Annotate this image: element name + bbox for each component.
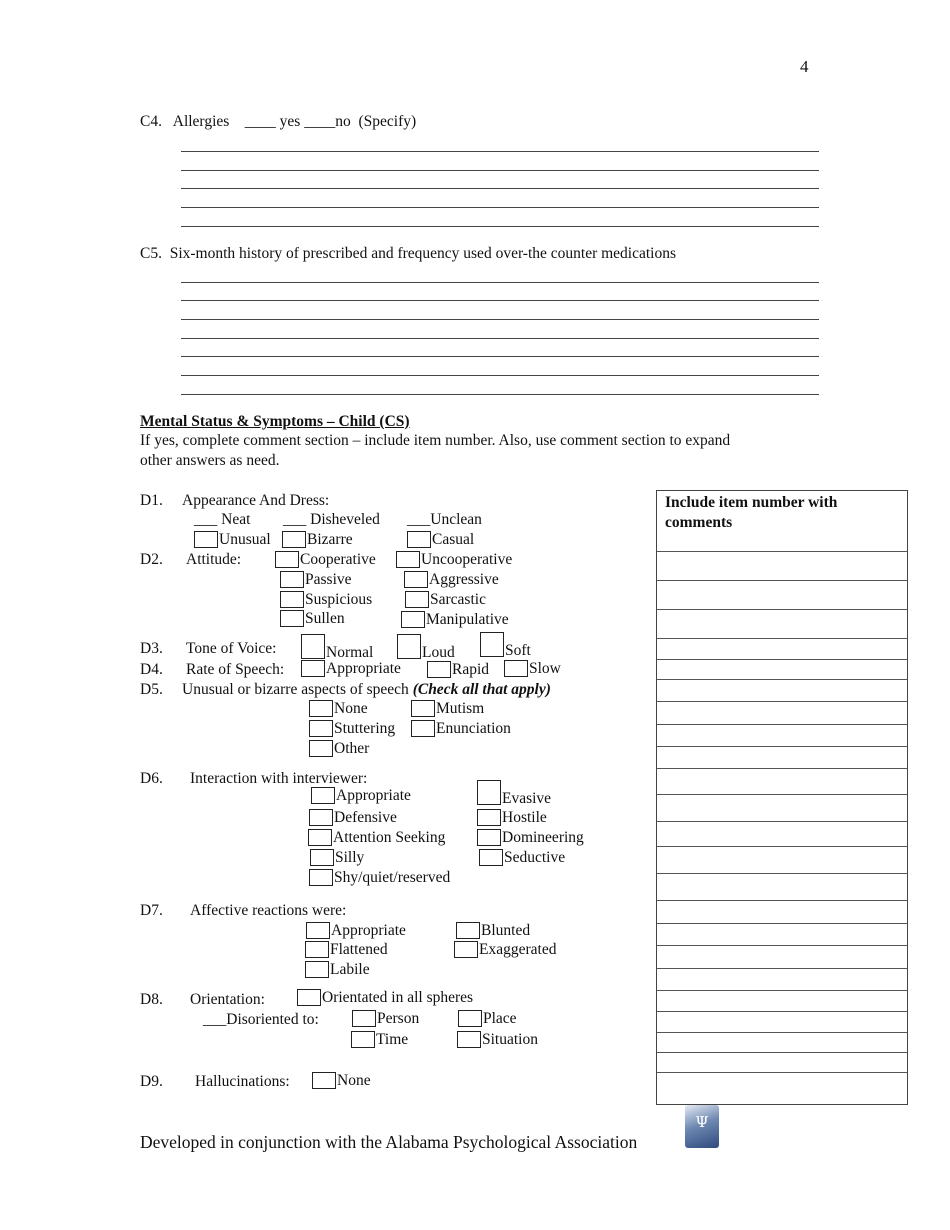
- d6-silly-option[interactable]: [310, 849, 364, 867]
- d1-number: D1.: [140, 492, 163, 509]
- d2-sullen-option[interactable]: [280, 610, 345, 628]
- d6-attention-seeking-label: Attention Seeking: [333, 829, 446, 846]
- d5-none-option[interactable]: [309, 700, 368, 718]
- c4-write-line[interactable]: [181, 188, 819, 189]
- d2-sarcastic-option[interactable]: [405, 591, 486, 609]
- d3-soft-checkbox[interactable]: [480, 632, 504, 657]
- d2-manipulative-label: Manipulative: [426, 611, 509, 628]
- d5-stuttering-label: Stuttering: [334, 720, 396, 737]
- d7-exaggerated-label: Exaggerated: [479, 941, 557, 958]
- d6-defensive-checkbox[interactable]: [309, 809, 333, 826]
- d4-label: Rate of Speech:: [186, 661, 285, 678]
- d4-slow-checkbox[interactable]: [504, 660, 528, 677]
- d7-label: Affective reactions were:: [190, 902, 347, 919]
- d1-label: Appearance And Dress:: [182, 492, 330, 509]
- d6-silly-checkbox[interactable]: [310, 849, 334, 866]
- d3-soft-option[interactable]: [480, 632, 531, 660]
- c4-label: Allergies: [172, 113, 230, 130]
- d8-oriented-option[interactable]: [297, 989, 473, 1007]
- d3-normal-checkbox[interactable]: [301, 634, 325, 659]
- c4-no-blank[interactable]: ____no: [304, 113, 351, 130]
- d6-shy-label: Shy/quiet/reserved: [334, 869, 451, 886]
- d5-none-checkbox[interactable]: [309, 700, 333, 717]
- d6-hostile-checkbox[interactable]: [477, 809, 501, 826]
- d2-passive-label: Passive: [305, 571, 352, 588]
- comment-row[interactable]: [657, 821, 907, 822]
- d8-situation-option[interactable]: [457, 1031, 538, 1049]
- d5-number: D5.: [140, 681, 163, 698]
- c5-write-line[interactable]: [181, 394, 819, 395]
- d2-passive-checkbox[interactable]: [280, 571, 304, 588]
- d2-sarcastic-checkbox[interactable]: [405, 591, 429, 608]
- d1-casual-option[interactable]: [407, 531, 474, 549]
- d7-number: D7.: [140, 902, 163, 919]
- d6-hostile-label: Hostile: [502, 809, 547, 826]
- d9-number: D9.: [140, 1073, 163, 1090]
- d3-loud-option[interactable]: [397, 634, 455, 662]
- comment-row[interactable]: [657, 638, 907, 639]
- d8-disoriented-blank[interactable]: ___Disoriented to:: [203, 1011, 319, 1028]
- d8-place-checkbox[interactable]: [458, 1010, 482, 1027]
- d8-person-option[interactable]: [352, 1010, 419, 1028]
- d4-rapid-option[interactable]: [427, 661, 489, 679]
- d6-seductive-option[interactable]: [479, 849, 565, 867]
- section-title: Mental Status & Symptoms – Child (CS): [140, 413, 410, 430]
- comment-row[interactable]: [657, 659, 907, 660]
- comment-row[interactable]: [657, 746, 907, 747]
- d6-appropriate-option[interactable]: [311, 787, 411, 805]
- d1-unusual-label: Unusual: [219, 531, 271, 548]
- d1-unclean-blank[interactable]: ___Unclean: [407, 511, 482, 528]
- d2-uncooperative-label: Uncooperative: [421, 551, 513, 568]
- d7-appropriate-checkbox[interactable]: [306, 922, 330, 939]
- d8-label: Orientation:: [190, 991, 265, 1008]
- d7-blunted-checkbox[interactable]: [456, 922, 480, 939]
- d1-bizarre-option[interactable]: [282, 531, 353, 549]
- d6-evasive-label: Evasive: [502, 790, 552, 807]
- c4-write-line[interactable]: [181, 207, 819, 208]
- comment-row[interactable]: [657, 923, 907, 924]
- d6-domineering-label: Domineering: [502, 829, 584, 846]
- c5-write-line[interactable]: [181, 356, 819, 357]
- d5-enunciation-label: Enunciation: [436, 720, 511, 737]
- d9-none-checkbox[interactable]: [312, 1072, 336, 1089]
- d1-casual-label: Casual: [432, 531, 475, 548]
- comment-row[interactable]: [657, 846, 907, 847]
- c5-write-line[interactable]: [181, 282, 819, 283]
- d5-label: Unusual or bizarre aspects of speech: [182, 681, 409, 698]
- comment-table: [656, 490, 908, 1105]
- d2-aggressive-label: Aggressive: [429, 571, 499, 588]
- d8-person-label: Person: [377, 1010, 420, 1027]
- d9-label: Hallucinations:: [195, 1073, 290, 1090]
- c4-question: [140, 113, 416, 131]
- d7-flattened-label: Flattened: [330, 941, 388, 958]
- d6-appropriate-label: Appropriate: [336, 787, 411, 804]
- d5-mutism-checkbox[interactable]: [411, 700, 435, 717]
- d2-label: Attitude:: [186, 551, 242, 568]
- d6-silly-label: Silly: [335, 849, 365, 866]
- d6-number: D6.: [140, 770, 163, 787]
- d8-person-checkbox[interactable]: [352, 1010, 376, 1027]
- comment-row[interactable]: [657, 873, 907, 874]
- d5-mutism-label: Mutism: [436, 700, 485, 717]
- d2-sullen-checkbox[interactable]: [280, 610, 304, 627]
- d5-enunciation-checkbox[interactable]: [411, 720, 435, 737]
- c4-write-line[interactable]: [181, 151, 819, 152]
- comment-row[interactable]: [657, 1032, 907, 1033]
- d5-other-label: Other: [334, 740, 370, 757]
- d7-appropriate-label: Appropriate: [331, 922, 406, 939]
- d6-seductive-label: Seductive: [504, 849, 566, 866]
- d2-uncooperative-option[interactable]: [396, 551, 512, 569]
- d5-question: [182, 681, 551, 699]
- d8-time-option[interactable]: [351, 1031, 408, 1049]
- comment-row[interactable]: [657, 580, 907, 581]
- d8-oriented-checkbox[interactable]: [297, 989, 321, 1006]
- d6-hostile-option[interactable]: [477, 809, 547, 827]
- d7-appropriate-option[interactable]: [306, 922, 406, 940]
- d6-evasive-checkbox[interactable]: [477, 780, 501, 805]
- c5-question: [140, 245, 676, 263]
- d6-label: Interaction with interviewer:: [190, 770, 368, 787]
- c4-write-line[interactable]: [181, 170, 819, 171]
- d1-casual-checkbox[interactable]: [407, 531, 431, 548]
- d8-situation-label: Situation: [482, 1031, 538, 1048]
- d2-passive-option[interactable]: [280, 571, 352, 589]
- d8-situation-checkbox[interactable]: [457, 1031, 481, 1048]
- d6-defensive-option[interactable]: [309, 809, 397, 827]
- d4-appropriate-option[interactable]: [301, 660, 401, 678]
- d9-none-label: None: [337, 1072, 371, 1089]
- comment-row[interactable]: [657, 794, 907, 795]
- d6-defensive-label: Defensive: [334, 809, 397, 826]
- c5-write-line[interactable]: [181, 300, 819, 301]
- d2-sullen-label: Sullen: [305, 610, 345, 627]
- d2-suspicious-option[interactable]: [280, 591, 372, 609]
- d6-attention-seeking-checkbox[interactable]: [308, 829, 332, 846]
- d5-other-checkbox[interactable]: [309, 740, 333, 757]
- d2-suspicious-label: Suspicious: [305, 591, 373, 608]
- d1-bizarre-label: Bizarre: [307, 531, 353, 548]
- d4-rapid-checkbox[interactable]: [427, 661, 451, 678]
- d8-time-checkbox[interactable]: [351, 1031, 375, 1048]
- comment-row[interactable]: [657, 945, 907, 946]
- c4-specify: (Specify): [358, 113, 417, 130]
- d6-attention-seeking-option[interactable]: [308, 829, 445, 847]
- d2-manipulative-checkbox[interactable]: [401, 611, 425, 628]
- d1-disheveled-blank[interactable]: ___ Disheveled: [283, 511, 380, 528]
- d3-normal-option[interactable]: [301, 634, 373, 662]
- d6-evasive-option[interactable]: [477, 780, 551, 808]
- d7-labile-label: Labile: [330, 961, 370, 978]
- section-intro-line2: other answers as need.: [140, 452, 280, 469]
- comment-row[interactable]: [657, 724, 907, 725]
- d2-number: D2.: [140, 551, 163, 568]
- d8-time-label: Time: [376, 1031, 409, 1048]
- d8-place-label: Place: [483, 1010, 517, 1027]
- comment-row[interactable]: [657, 990, 907, 991]
- comment-row[interactable]: [657, 701, 907, 702]
- d4-slow-option[interactable]: [504, 660, 561, 678]
- d5-other-option[interactable]: [309, 740, 369, 758]
- d4-appropriate-checkbox[interactable]: [301, 660, 325, 677]
- d4-slow-label: Slow: [529, 660, 561, 677]
- comment-row[interactable]: [657, 1052, 907, 1053]
- d4-number: D4.: [140, 661, 163, 678]
- d7-blunted-option[interactable]: [456, 922, 530, 940]
- comment-row[interactable]: [657, 1011, 907, 1012]
- d2-cooperative-label: Cooperative: [300, 551, 376, 568]
- d8-oriented-label: Orientated in all spheres: [322, 989, 474, 1006]
- d2-suspicious-checkbox[interactable]: [280, 591, 304, 608]
- d3-loud-checkbox[interactable]: [397, 634, 421, 659]
- comment-row[interactable]: [657, 968, 907, 969]
- d8-place-option[interactable]: [458, 1010, 517, 1028]
- d7-blunted-label: Blunted: [481, 922, 531, 939]
- d5-stuttering-option[interactable]: [309, 720, 395, 738]
- comment-row[interactable]: [657, 1072, 907, 1073]
- c5-write-line[interactable]: [181, 338, 819, 339]
- comment-row[interactable]: [657, 679, 907, 680]
- d7-labile-checkbox[interactable]: [305, 961, 329, 978]
- c5-number: C5.: [140, 245, 162, 262]
- d7-exaggerated-option[interactable]: [454, 941, 556, 959]
- d4-appropriate-label: Appropriate: [326, 660, 401, 677]
- comment-row[interactable]: [657, 609, 907, 610]
- d7-flattened-checkbox[interactable]: [305, 941, 329, 958]
- d8-number: D8.: [140, 991, 163, 1008]
- comment-row[interactable]: [657, 768, 907, 769]
- d1-unusual-option[interactable]: [194, 531, 271, 549]
- c5-write-line[interactable]: [181, 319, 819, 320]
- d6-shy-option[interactable]: [309, 869, 450, 887]
- c4-write-line[interactable]: [181, 226, 819, 227]
- d2-manipulative-option[interactable]: [401, 611, 509, 629]
- d2-uncooperative-checkbox[interactable]: [396, 551, 420, 568]
- d9-none-option[interactable]: [312, 1072, 371, 1090]
- c5-label: Six-month history of prescribed and frequency used over-the counter medications: [169, 245, 677, 262]
- d5-stuttering-checkbox[interactable]: [309, 720, 333, 737]
- d3-label: Tone of Voice:: [186, 640, 277, 657]
- d2-sarcastic-label: Sarcastic: [430, 591, 486, 608]
- d6-domineering-checkbox[interactable]: [477, 829, 501, 846]
- d6-shy-checkbox[interactable]: [309, 869, 333, 886]
- d3-normal-label: Normal: [326, 644, 374, 661]
- d6-appropriate-checkbox[interactable]: [311, 787, 335, 804]
- d7-labile-option[interactable]: [305, 961, 370, 979]
- c4-number: C4.: [140, 113, 162, 130]
- d7-exaggerated-checkbox[interactable]: [454, 941, 478, 958]
- d2-cooperative-option[interactable]: [275, 551, 376, 569]
- footer-text: Developed in conjunction with the Alabama Psychological Association: [140, 1132, 638, 1152]
- comment-row[interactable]: [657, 551, 907, 552]
- d1-neat-blank[interactable]: ___ Neat: [194, 511, 251, 528]
- d1-unusual-checkbox[interactable]: [194, 531, 218, 548]
- d6-domineering-option[interactable]: [477, 829, 584, 847]
- c4-yes-blank[interactable]: ____ yes: [244, 113, 301, 130]
- section-intro-line1: If yes, complete comment section – include item number. Also, use comment section to expand: [140, 432, 731, 449]
- d5-enunciation-option[interactable]: [411, 720, 511, 738]
- page-number: 4: [800, 57, 809, 76]
- d2-aggressive-option[interactable]: [404, 571, 499, 589]
- d3-loud-label: Loud: [422, 644, 455, 661]
- association-logo: [685, 1105, 719, 1148]
- c5-write-line[interactable]: [181, 375, 819, 376]
- psi-icon: Ψ: [695, 1113, 709, 1131]
- d4-rapid-label: Rapid: [452, 661, 490, 678]
- d5-none-label: None: [334, 700, 368, 717]
- d3-number: D3.: [140, 640, 163, 657]
- d6-seductive-checkbox[interactable]: [479, 849, 503, 866]
- d1-bizarre-checkbox[interactable]: [282, 531, 306, 548]
- comment-row[interactable]: [657, 900, 907, 901]
- d5-check-all-note: (Check all that apply): [412, 681, 551, 698]
- d3-soft-label: Soft: [505, 642, 531, 659]
- d2-aggressive-checkbox[interactable]: [404, 571, 428, 588]
- d5-mutism-option[interactable]: [411, 700, 484, 718]
- comment-table-header: Include item number with comments: [665, 494, 838, 531]
- d7-flattened-option[interactable]: [305, 941, 388, 959]
- d2-cooperative-checkbox[interactable]: [275, 551, 299, 568]
